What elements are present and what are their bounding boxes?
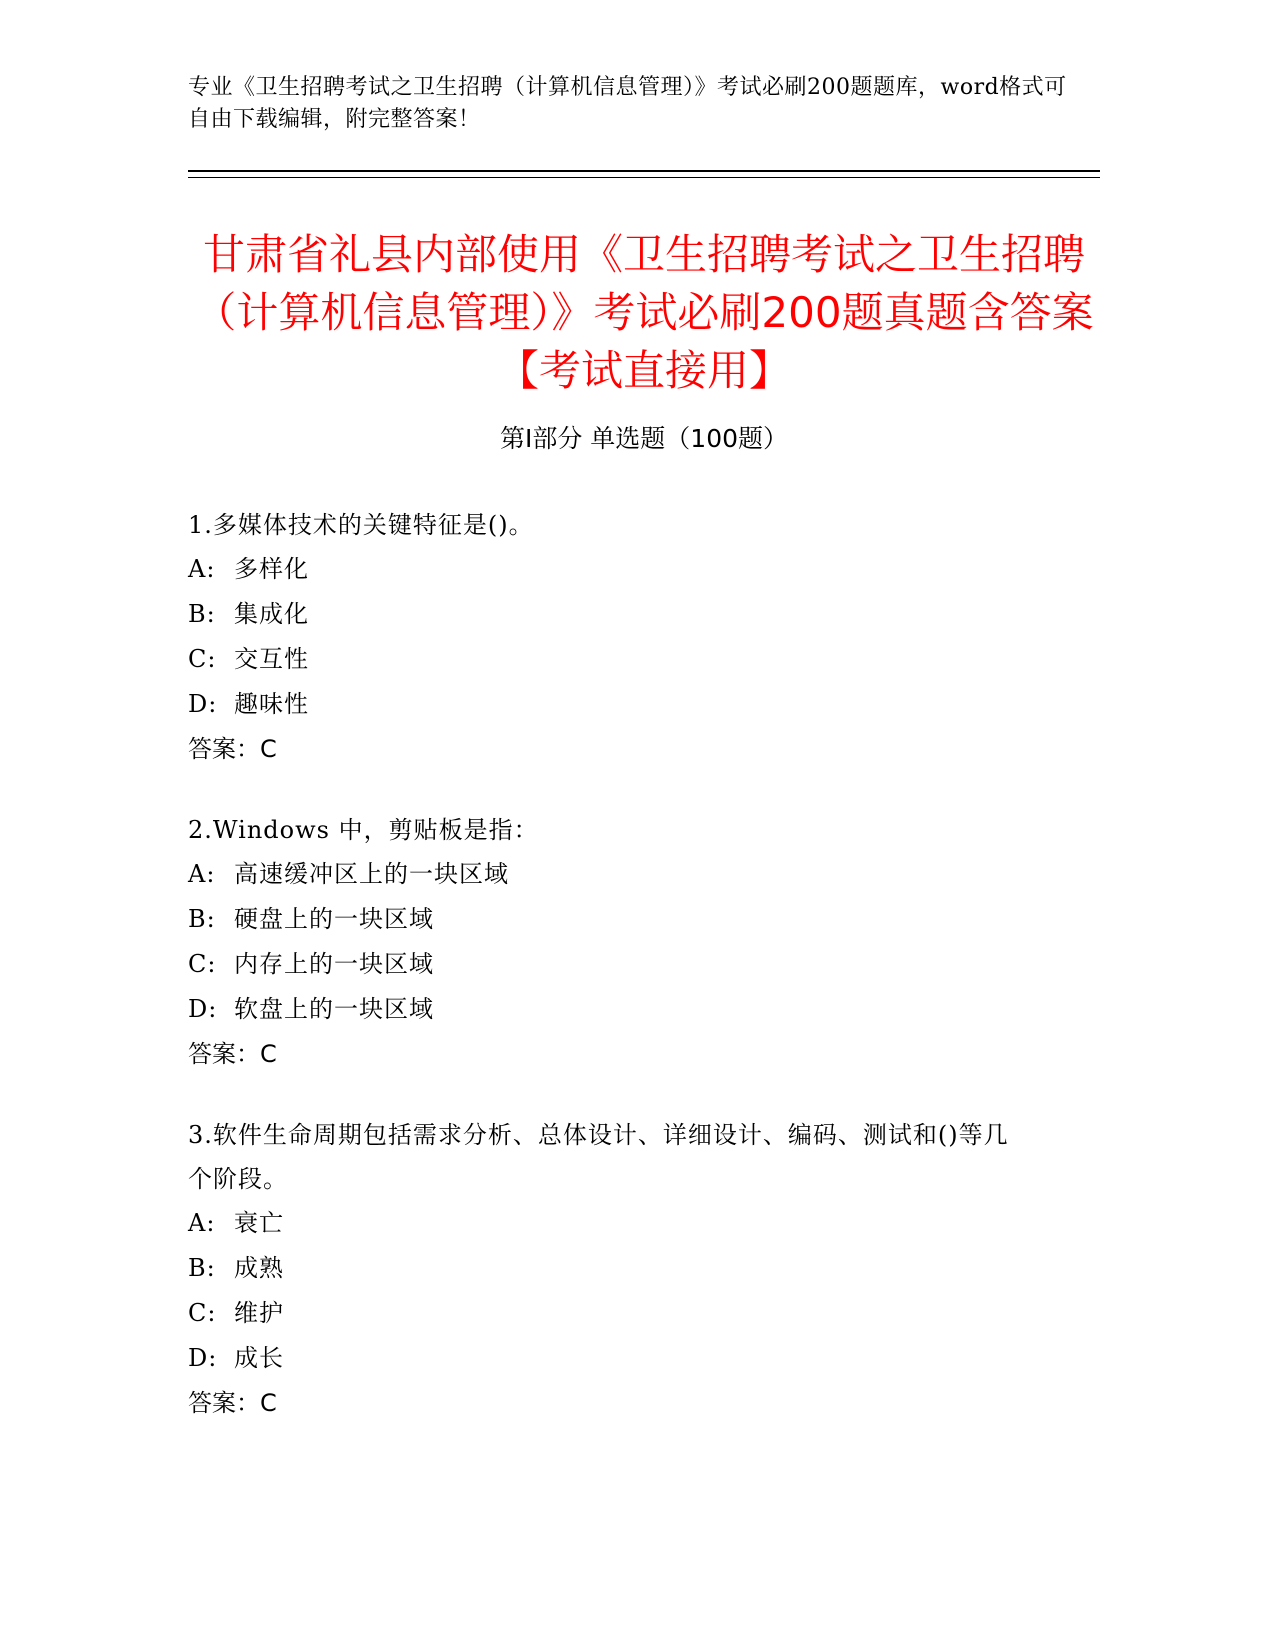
option-letter: B: bbox=[188, 905, 216, 933]
option-d bbox=[188, 987, 1068, 1032]
option-a bbox=[188, 852, 1068, 897]
option-text: 软盘上的一块区域 bbox=[234, 995, 434, 1023]
question-2 bbox=[188, 808, 1068, 1077]
option-text: 内存上的一块区域 bbox=[234, 950, 434, 978]
document-title: 甘肃省礼县内部使用《卫生招聘考试之卫生招聘（计算机信息管理）》考试必刷200题真题含答案【考试直接用】 bbox=[194, 230, 1094, 395]
option-c bbox=[188, 1291, 1028, 1336]
option-letter: C: bbox=[188, 950, 217, 978]
option-d bbox=[188, 682, 1068, 727]
answer: 答案：C bbox=[188, 1389, 277, 1417]
option-letter: D: bbox=[188, 1344, 218, 1372]
option-letter: D: bbox=[188, 995, 218, 1023]
option-b bbox=[188, 1246, 1028, 1291]
option-letter: B: bbox=[188, 1254, 216, 1282]
option-text: 集成化 bbox=[234, 600, 309, 628]
option-text: 成长 bbox=[234, 1344, 284, 1372]
question-3 bbox=[188, 1113, 1028, 1426]
question-stem: 1.多媒体技术的关键特征是()。 bbox=[188, 511, 534, 539]
question-1 bbox=[188, 503, 1068, 772]
option-text: 维护 bbox=[234, 1299, 284, 1327]
option-letter: C: bbox=[188, 1299, 217, 1327]
section-heading: 第Ⅰ部分 单选题（100题） bbox=[499, 424, 789, 453]
option-letter: D: bbox=[188, 690, 218, 718]
option-b bbox=[188, 897, 1068, 942]
option-letter: A: bbox=[188, 1209, 216, 1237]
option-a bbox=[188, 1201, 1028, 1246]
header-rule-thin bbox=[188, 177, 1100, 178]
option-text: 成熟 bbox=[234, 1254, 284, 1282]
answer: 答案：C bbox=[188, 735, 277, 763]
option-text: 硬盘上的一块区域 bbox=[234, 905, 434, 933]
option-b bbox=[188, 592, 1068, 637]
answer: 答案：C bbox=[188, 1040, 277, 1068]
header-rule-thick bbox=[188, 170, 1100, 172]
option-text: 高速缓冲区上的一块区域 bbox=[234, 860, 509, 888]
option-letter: A: bbox=[188, 555, 216, 583]
header-note: 专业《卫生招聘考试之卫生招聘（计算机信息管理）》考试必刷200题题库，word格式可自由下载编辑，附完整答案！ bbox=[188, 75, 1067, 132]
option-text: 衰亡 bbox=[234, 1209, 284, 1237]
option-d bbox=[188, 1336, 1028, 1381]
option-text: 多样化 bbox=[234, 555, 309, 583]
option-text: 趣味性 bbox=[234, 690, 309, 718]
option-a bbox=[188, 547, 1068, 592]
option-letter: C: bbox=[188, 645, 217, 673]
option-c bbox=[188, 942, 1068, 987]
option-letter: B: bbox=[188, 600, 216, 628]
option-letter: A: bbox=[188, 860, 216, 888]
question-stem: 2.Windows 中，剪贴板是指： bbox=[188, 816, 539, 844]
question-stem: 3.软件生命周期包括需求分析、总体设计、详细设计、编码、测试和()等几个阶段。 bbox=[188, 1121, 1009, 1193]
option-text: 交互性 bbox=[234, 645, 309, 673]
option-c bbox=[188, 637, 1068, 682]
